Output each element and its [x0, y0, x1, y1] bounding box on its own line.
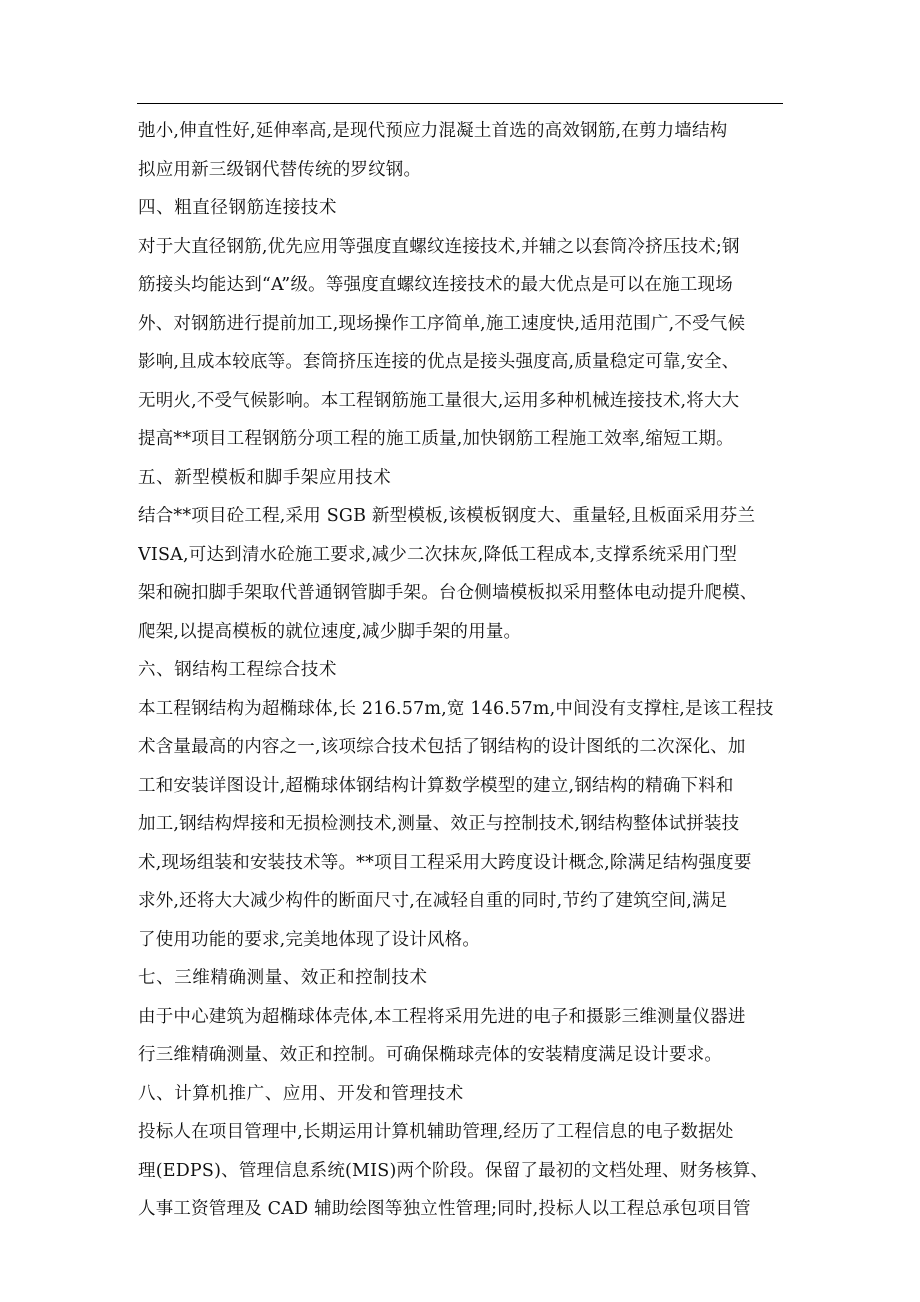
body-text-line: 了使用功能的要求,完美地体现了设计风格。	[138, 929, 481, 950]
body-text-line: VISA,可达到清水砼施工要求,减少二次抹灰,降低工程成本,支撑系统采用门型	[138, 544, 738, 565]
body-text-line: 术含量最高的内容之一,该项综合技术包括了钢结构的设计图纸的二次深化、加	[138, 737, 746, 757]
section-heading: 四、粗直径钢筋连接技术	[138, 198, 338, 218]
body-text-line: 结合**项目砼工程,采用 SGB 新型模板,该模板钢度大、重量轻,且板面采用芬兰	[138, 506, 756, 526]
body-text-line: 筋接头均能达到“A”级。等强度直螺纹连接技术的最大优点是可以在施工现场	[138, 275, 733, 295]
header-rule	[137, 103, 783, 104]
section-heading: 六、钢结构工程综合技术	[138, 660, 338, 680]
body-text-line: 提高**项目工程钢筋分项工程的施工质量,加快钢筋工程施工效率,缩短工期。	[138, 429, 734, 449]
document-body	[138, 112, 783, 1229]
body-text-line: 拟应用新三级钢代替传统的罗纹钢。	[138, 159, 422, 180]
section-heading: 八、计算机推广、应用、开发和管理技术	[138, 1083, 464, 1104]
body-text-line: 弛小,伸直性好,延伸率高,是现代预应力混凝土首选的高效钢筋,在剪力墙结构	[138, 121, 728, 141]
body-text-line: 架和碗扣脚手架取代普通钢管脚手架。台仓侧墙模板拟采用整体电动提升爬模、	[138, 583, 758, 603]
body-text-line: 对于大直径钢筋,优先应用等强度直螺纹连接技术,并辅之以套筒冷挤压技术;钢	[138, 236, 740, 257]
body-text-line: 由于中心建筑为超椭球体壳体,本工程将采用先进的电子和摄影三维测量仪器进	[138, 1006, 746, 1027]
body-text-line: 行三维精确测量、效正和控制。可确保椭球壳体的安装精度满足设计要求。	[138, 1045, 723, 1065]
section-heading: 七、三维精确测量、效正和控制技术	[138, 968, 428, 988]
body-text-line: 求外,还将大大减少构件的断面尺寸,在减轻自重的同时,节约了建筑空间,满足	[138, 891, 728, 911]
body-text-line: 爬架,以提高模板的就位速度,减少脚手架的用量。	[138, 621, 522, 642]
body-text-line: 加工,钢结构焊接和无损检测技术,测量、效正与控制技术,钢结构整体试拼装技	[138, 814, 740, 834]
section-heading: 五、新型模板和脚手架应用技术	[138, 467, 392, 488]
body-text-line: 外、对钢筋进行提前加工,现场操作工序简单,施工速度快,适用范围广,不受气候	[138, 313, 746, 334]
body-text-line: 影响,且成本较底等。套筒挤压连接的优点是接头强度高,质量稳定可靠,安全、	[138, 352, 740, 372]
body-text-line: 术,现场组装和安装技术等。**项目工程采用大跨度设计概念,除满足结构强度要	[138, 852, 752, 873]
body-text-line: 投标人在项目管理中,长期运用计算机辅助管理,经历了工程信息的电子数据处	[138, 1122, 734, 1142]
body-text-line: 无明火,不受气候影响。本工程钢筋施工量很大,运用多种机械连接技术,将大大	[138, 390, 740, 411]
body-text-line: 工和安装详图设计,超椭球体钢结构计算数学模型的建立,钢结构的精确下料和	[138, 775, 734, 796]
body-text-line: 本工程钢结构为超椭球体,长 216.57m,宽 146.57m,中间没有支撑柱,是该工程技	[138, 698, 774, 719]
body-text-line: 人事工资管理及 CAD 辅助绘图等独立性管理;同时,投标人以工程总承包项目管	[138, 1199, 751, 1219]
body-text-line: 理(EDPS)、管理信息系统(MIS)两个阶段。保留了最初的文档处理、财务核算、	[138, 1160, 769, 1181]
